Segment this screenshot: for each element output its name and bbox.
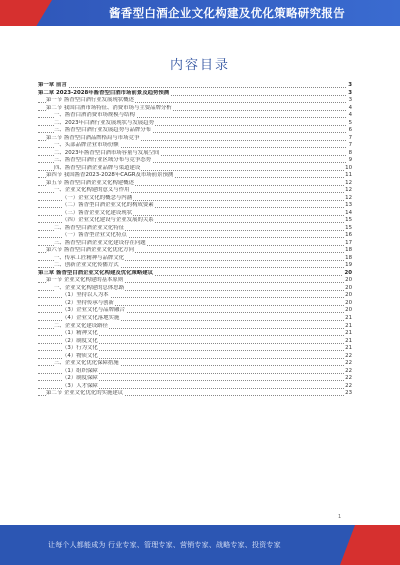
- toc-entry-label: （2）坚持传承与创新: [62, 299, 114, 306]
- toc-entry-page: 17: [345, 239, 352, 246]
- toc-entry-label: 四、酱香型白酒企业品牌与渠道建设: [54, 164, 141, 171]
- toc-entry-page: 11: [345, 172, 352, 179]
- toc-entry-page: 20: [344, 269, 352, 276]
- toc-entry-label: （三）酱香企业文化建设现状: [62, 209, 133, 216]
- toc-entry[interactable]: [38, 345, 352, 353]
- toc-entry-label: 一、传承工匠精神与品牌文化: [54, 254, 125, 261]
- toc-entry[interactable]: [38, 232, 352, 240]
- toc-entry[interactable]: [38, 210, 352, 218]
- toc-entry-label: 二、创新企业文化传播方式: [54, 262, 119, 269]
- toc-heading: 内容目录: [169, 58, 230, 73]
- toc-entry[interactable]: [38, 120, 352, 128]
- toc-entry[interactable]: [38, 187, 352, 195]
- table-of-contents: [38, 82, 352, 398]
- toc-entry[interactable]: [38, 135, 352, 143]
- toc-entry-page: 22: [345, 360, 352, 367]
- toc-entry-page: 16: [345, 232, 352, 239]
- toc-entry-page: 10: [345, 164, 352, 171]
- toc-entry[interactable]: [38, 240, 352, 248]
- toc-entry[interactable]: [38, 150, 352, 158]
- toc-entry[interactable]: [38, 172, 352, 180]
- toc-entry[interactable]: [38, 165, 352, 173]
- toc-entry[interactable]: [38, 90, 352, 98]
- toc-entry-page: 20: [345, 284, 352, 291]
- toc-entry-page: 7: [348, 134, 352, 141]
- toc-entry[interactable]: [38, 270, 352, 278]
- toc-entry[interactable]: [38, 225, 352, 233]
- toc-entry-label: （1）组织保障: [62, 367, 98, 374]
- toc-entry-label: （一）企业文化的概念与内涵: [62, 194, 133, 201]
- toc-entry[interactable]: [38, 368, 352, 376]
- toc-entry-label: 三、酱香型白酒企业文化建设存在问题: [54, 239, 146, 246]
- toc-entry-page: 8: [348, 149, 352, 156]
- toc-entry-page: 22: [345, 375, 352, 382]
- toc-entry-page: 4: [348, 104, 352, 111]
- toc-entry-page: 18: [345, 254, 352, 261]
- toc-entry-label: 第一章 前言: [38, 82, 67, 88]
- toc-entry-page: 12: [345, 194, 352, 201]
- toc-entry-page: 7: [348, 142, 352, 149]
- toc-entry[interactable]: [38, 247, 352, 255]
- toc-entry-label: （4）企业文化落地实施: [62, 314, 120, 321]
- toc-entry-page: 21: [345, 322, 352, 329]
- toc-entry-label: （二）酱香型白酒企业文化的构成要素: [62, 202, 154, 209]
- toc-entry-page: 20: [345, 299, 352, 306]
- toc-entry-label: （3）企业文化与品牌融合: [62, 307, 125, 314]
- toc-entry-label: 三、企业文化优化保障措施: [54, 360, 119, 367]
- footer-slogan: 让每个人都能成为 行业专家、管理专家、营销专家、战略专家、投资专家: [48, 541, 281, 549]
- toc-entry-page: 21: [345, 337, 352, 344]
- toc-entry-label: 第一节 酱香型白酒行业发展现状概述: [46, 97, 134, 104]
- toc-entry-page: 6: [348, 127, 352, 134]
- toc-entry-label: 第三章 酱香型白酒企业文化构建及优化策略建议: [38, 269, 154, 276]
- toc-entry-label: 一、企业文化构建的总体思路: [54, 284, 125, 291]
- toc-entry-page: 21: [345, 345, 352, 352]
- leader-dots: [38, 87, 346, 88]
- toc-entry-label: 二、企业文化建设路径: [54, 322, 108, 329]
- toc-entry[interactable]: [38, 112, 352, 120]
- toc-entry-page: 9: [348, 157, 352, 164]
- toc-entry-page: 20: [345, 277, 352, 284]
- toc-entry[interactable]: [38, 353, 352, 361]
- toc-entry-label: 第二章 2023-2028年酱香型白酒市场前景及趋势预测: [38, 89, 170, 96]
- toc-entry[interactable]: [38, 330, 352, 338]
- toc-entry-label: （1）坚持以人为本: [62, 292, 109, 299]
- toc-entry-page: 21: [345, 314, 352, 321]
- toc-entry-label: 第三节 酱香型白酒品牌格局与市场竞争: [46, 134, 140, 141]
- toc-entry-label: （3）人才保障: [62, 382, 98, 389]
- toc-entry[interactable]: [38, 180, 352, 188]
- toc-entry-label: 二、2023年酱香型白酒市场容量与发展空间: [54, 149, 160, 156]
- toc-entry-label: （2）制度保障: [62, 375, 98, 382]
- toc-entry-page: 18: [345, 247, 352, 254]
- toc-entry-label: 第二节 企业文化优化的实施建议: [46, 390, 124, 397]
- toc-entry-label: （四）企业文化建设与企业发展的关系: [62, 217, 154, 224]
- toc-entry-label: 三、酱香型白酒行业发展趋势与品牌分布: [54, 127, 152, 134]
- toc-entry[interactable]: [38, 307, 352, 315]
- toc-entry[interactable]: [38, 315, 352, 323]
- toc-entry[interactable]: [38, 360, 352, 368]
- toc-entry-page: 15: [345, 217, 352, 224]
- toc-entry-page: 19: [345, 262, 352, 269]
- toc-entry[interactable]: [38, 277, 352, 285]
- report-header: [0, 0, 400, 36]
- toc-entry[interactable]: [38, 255, 352, 263]
- toc-entry-page: 4: [348, 112, 352, 119]
- toc-entry[interactable]: [38, 390, 352, 398]
- toc-entry-label: （2）制度文化: [62, 337, 98, 344]
- toc-entry-label: 一、酱香白酒消费市场规模与结构: [54, 112, 135, 119]
- toc-entry-label: （3）行为文化: [62, 345, 98, 352]
- toc-entry-page: 14: [345, 209, 352, 216]
- toc-entry-label: 三、酱香型白酒行业区域分布与竞争态势: [54, 157, 152, 164]
- toc-entry-label: 第四节 我国酱香2023-2028年CAGR及市场前景预测: [46, 172, 174, 179]
- toc-entry[interactable]: [38, 157, 352, 165]
- toc-entry[interactable]: [38, 202, 352, 210]
- toc-entry[interactable]: [38, 142, 352, 150]
- toc-entry-page: 20: [345, 307, 352, 314]
- toc-entry-page: 20: [345, 292, 352, 299]
- toc-entry[interactable]: [38, 285, 352, 293]
- toc-entry-page: 22: [345, 367, 352, 374]
- toc-entry-label: （一）酱香型企业文化特点: [62, 232, 127, 239]
- toc-entry-page: 21: [345, 330, 352, 337]
- toc-entry-page: 13: [345, 202, 352, 209]
- toc-entry[interactable]: [38, 105, 352, 113]
- report-title: 酱香型白酒企业文化构建及优化策略研究报告: [109, 6, 345, 20]
- toc-entry-label: 一、企业文化构建的意义与作用: [54, 187, 130, 194]
- toc-entry-label: （4）物质文化: [62, 352, 98, 359]
- toc-entry-page: 5: [348, 119, 352, 126]
- toc-entry[interactable]: [38, 195, 352, 203]
- toc-entry-page: 3: [348, 82, 352, 88]
- toc-entry[interactable]: [38, 262, 352, 270]
- report-footer: [0, 525, 400, 565]
- toc-entry-page: 12: [345, 179, 352, 186]
- toc-entry[interactable]: [38, 338, 352, 346]
- toc-entry-page: 22: [345, 352, 352, 359]
- toc-entry-page: 3: [348, 89, 352, 96]
- toc-entry-label: 一、头部品牌企业市场份额: [54, 142, 119, 149]
- toc-entry[interactable]: [38, 292, 352, 300]
- toc-entry-label: 第五节 酱香型白酒企业文化构建概述: [46, 179, 134, 186]
- toc-entry-label: 第六节 酱香型白酒企业文化优化方向: [46, 247, 134, 254]
- toc-entry[interactable]: [38, 97, 352, 105]
- toc-entry[interactable]: [38, 82, 352, 90]
- toc-entry-page: 3: [348, 97, 352, 104]
- toc-entry-page: 23: [345, 390, 352, 397]
- toc-entry-label: 二、2023年白酒行业发展现状与发展趋势: [54, 119, 154, 126]
- toc-entry[interactable]: [38, 323, 352, 331]
- toc-entry-label: 第一节 企业文化构建的基本原则: [46, 277, 124, 284]
- toc-entry-label: 第二节 我国白酒市场特征、消费市场与主要品牌分析: [46, 104, 172, 111]
- toc-entry-page: 22: [345, 382, 352, 389]
- toc-entry[interactable]: [38, 127, 352, 135]
- toc-entry[interactable]: [38, 383, 352, 391]
- toc-entry[interactable]: [38, 217, 352, 225]
- footer-accent: [340, 525, 400, 565]
- toc-entry[interactable]: [38, 375, 352, 383]
- toc-entry-page: 15: [345, 224, 352, 231]
- toc-entry-label: 二、酱香型白酒企业文化特征: [54, 224, 125, 231]
- toc-entry-label: （1）精神文化: [62, 330, 98, 337]
- toc-entry-page: 12: [345, 187, 352, 194]
- page-number: 1: [338, 514, 342, 520]
- toc-entry[interactable]: [38, 300, 352, 308]
